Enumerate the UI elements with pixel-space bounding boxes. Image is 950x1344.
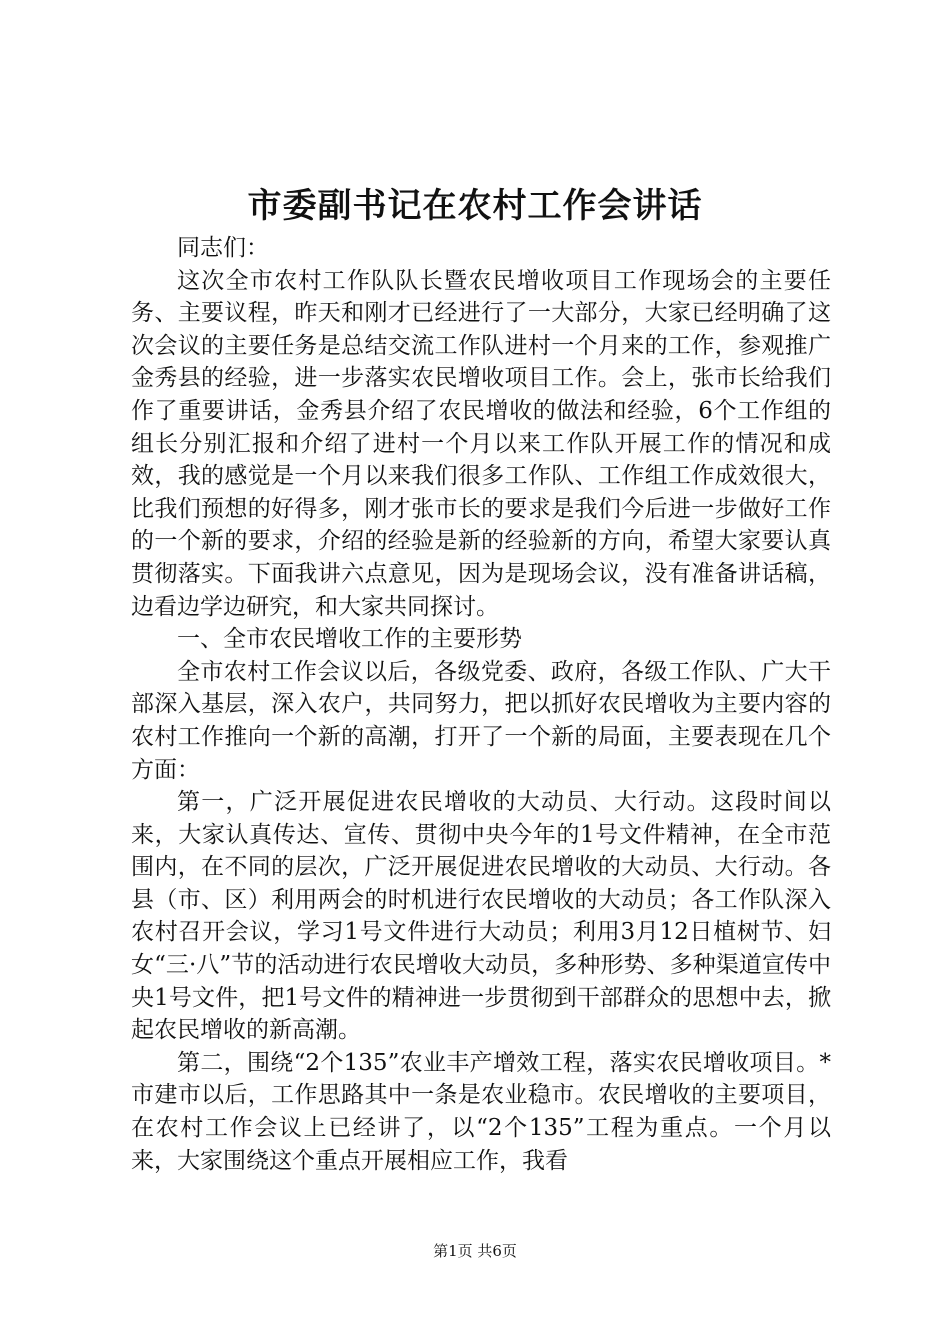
- body-paragraph: 第一，广泛开展促进农民增收的大动员、大行动。这段时间以来，大家认真传达、宣传、贯彻中央今年的1号文件精神，在全市范围内，在不同的层次，广泛开展促进农民增收的大动员、大行动。各县（市、区）利用两会的时机进行农民增收的大动员；各工作队深入农村召开会议，学习1号文件进行大动员；利用3月12日植树节、妇女“三·八”节的活动进行农民增收大动员，多种形势、多种渠道宣传中央1号文件，把1号文件的精神进一步贯彻到干部群众的思想中去，掀起农民增收的新高潮。: [131, 789, 831, 1044]
- body-paragraph: 第二，围绕“2个135”农业丰产增效工程，落实农民增收项目。*市建市以后，工作思路其中一条是农业稳市。农民增收的主要项目，在农村工作会议上已经讲了，以“2个135”工程为重点。一个月以来，大家围绕这个重点开展相应工作，我看: [131, 1049, 831, 1174]
- document-body: [131, 232, 831, 1177]
- intro-paragraph: 这次全市农村工作队队长暨农民增收项目工作现场会的主要任务、主要议程，昨天和刚才已经进行了一大部分，大家已经明确了这次会议的主要任务是总结交流工作队进村一个月来的工作，参观推广金秀县的经验，进一步落实农民增收项目工作。会上，张市长给我们作了重要讲话，金秀县介绍了农民增收的做法和经验，6个工作组的组长分别汇报和介绍了进村一个月以来工作队开展工作的情况和成效，我的感觉是一个月以来我们很多工作队、工作组工作成效很大，比我们预想的好得多，刚才张市长的要求是我们今后进一步做好工作的一个新的要求，介绍的经验是新的经验新的方向，希望大家要认真贯彻落实。下面我讲六点意见，因为是现场会议，没有准备讲话稿，边看边学边研究，和大家共同探讨。: [131, 267, 831, 620]
- section-heading: 一、全市农民增收工作的主要形势: [177, 626, 522, 653]
- body-paragraph: 全市农村工作会议以后，各级党委、政府，各级工作队、广大干部深入基层，深入农户，共同努力，把以抓好农民增收为主要内容的农村工作推向一个新的高潮，打开了一个新的局面，主要表现在几个方面：: [131, 658, 831, 783]
- document-title: 市委副书记在农村工作会讲话: [247, 186, 703, 226]
- salutation-paragraph: 同志们：: [177, 235, 269, 261]
- page-number-footer: 第1页 共6页: [433, 1242, 517, 1260]
